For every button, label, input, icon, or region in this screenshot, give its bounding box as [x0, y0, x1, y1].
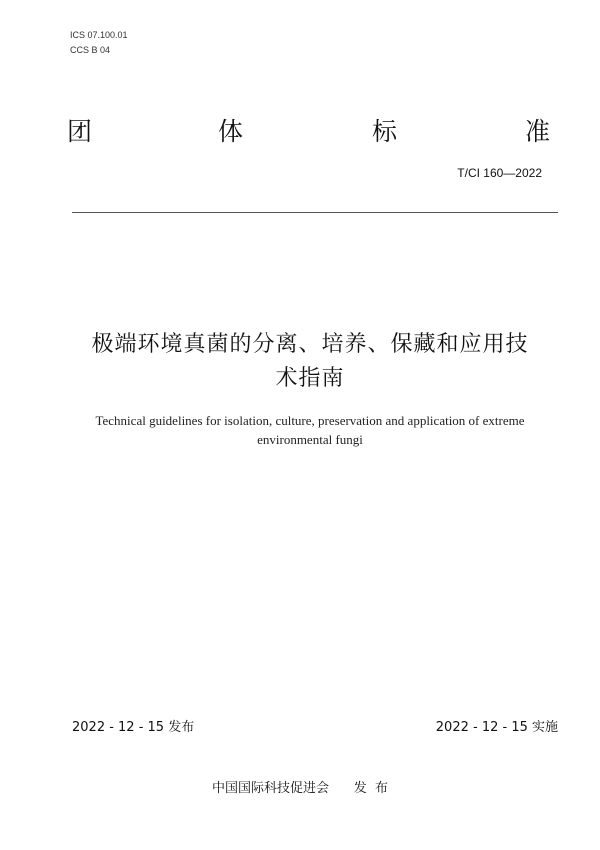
title-en-line: Technical guidelines for isolation, culture, preservation and application of extreme	[95, 413, 525, 428]
standard-type-char: 标	[372, 117, 398, 146]
title-cn-line: 极端环境真菌的分离、培养、保藏和应用技	[91, 332, 529, 357]
standard-type-char: 团	[67, 117, 93, 146]
standard-type-char: 准	[525, 117, 551, 146]
standard-type-char: 体	[218, 117, 244, 146]
divider	[72, 212, 558, 213]
effective-date: 2022 - 12 - 15 实施	[435, 720, 558, 735]
title-en-line: environmental fungi	[257, 432, 363, 447]
publish-date: 2022 - 12 - 15 发布	[72, 720, 195, 735]
ics-code: ICS 07.100.01	[70, 30, 128, 40]
publisher: 中国国际科技促进会 发 布	[211, 781, 389, 796]
standard-number: T/CI 160—2022	[457, 166, 542, 180]
title-en	[60, 411, 560, 449]
ccs-code: CCS B 04	[70, 45, 111, 55]
title-cn-line: 术指南	[275, 366, 345, 391]
title-cn	[60, 328, 560, 396]
